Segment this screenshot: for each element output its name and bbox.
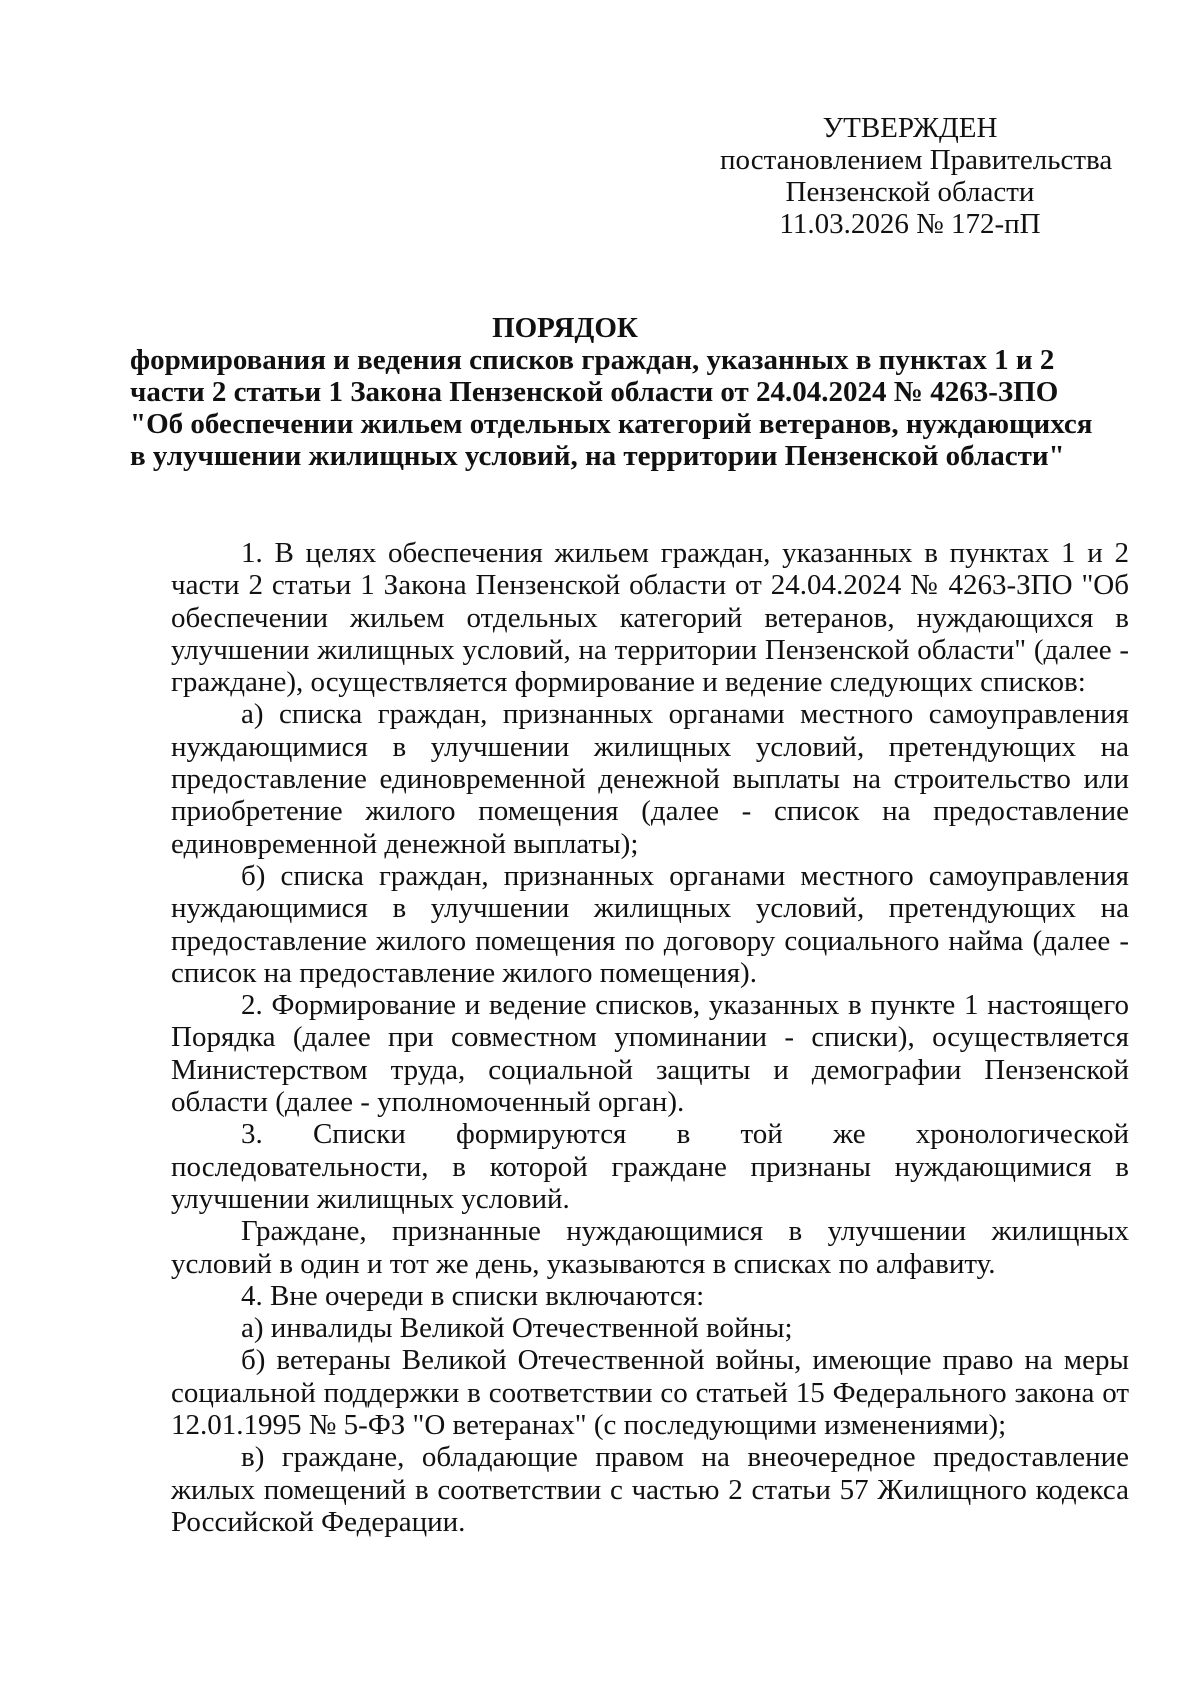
paragraph-4: 4. Вне очереди в списки включаются:: [241, 1279, 705, 1312]
document-subtitle-line: части 2 статьи 1 Закона Пензенской области от 24.04.2024 № 4263-ЗПО: [130, 376, 1059, 408]
paragraph-4b: б) ветераны Великой Отечественной войны, имеющие право на меры социальной поддержки в соответствии со статьей 15 Федерального закона от 12.01.1995 № 5-ФЗ "О ветеранах" (с последующими изменениями);: [171, 1344, 1129, 1442]
document-heading: ПОРЯДОК: [492, 312, 638, 344]
approval-line-approved: УТВЕРЖДЕН: [822, 112, 998, 144]
document-subtitle-line: формирования и ведения списков граждан, указанных в пунктах 1 и 2: [130, 344, 1055, 376]
paragraph-3: 3. Списки формируются в той же хронологической последовательности, в которой граждане признаны нуждающимися в улучшении жилищных условий.: [171, 1118, 1129, 1215]
approval-line-region: Пензенской области: [785, 176, 1035, 208]
paragraph-4a: а) инвалиды Великой Отечественной войны;: [241, 1312, 793, 1345]
paragraph-2: 2. Формирование и ведение списков, указанных в пункте 1 настоящего Порядка (далее при совместном упоминании - списки), осуществляется Министерством труда, социальной защиты и демографии Пензенской области (далее - уполномоченный орган).: [171, 989, 1129, 1119]
paragraph-4c: в) граждане, обладающие правом на внеочередное предоставление жилых помещений в соответствии с частью 2 статьи 57 Жилищного кодекса Российской Федерации.: [171, 1441, 1129, 1538]
document-title-block: [130, 312, 1093, 472]
approval-line-resolution: постановлением Правительства: [720, 144, 1113, 176]
approval-line-date-number: 11.03.2026 № 172-пП: [779, 208, 1041, 240]
paragraph-1a: а) списка граждан, признанных органами местного самоуправления нуждающимися в улучшении жилищных условий, претендующих на предоставление единовременной денежной выплаты на строительство или приобретение жилого помещения (далее - список на предоставление единовременной денежной выплаты);: [171, 698, 1129, 860]
paragraph-1b: б) списка граждан, признанных органами местного самоуправления нуждающимися в улучшении жилищных условий, претендующих на предоставление жилого помещения по договору социального найма (далее - список на предоставление жилого помещения).: [171, 859, 1129, 989]
paragraph-1: 1. В целях обеспечения жильем граждан, указанных в пунктах 1 и 2 части 2 статьи 1 Закона Пензенской области от 24.04.2024 № 4263-ЗПО "Об обеспечении жильем отдельных категорий ветеранов, нуждающихся в улучшении жилищных условий, на территории Пензенской области" (далее - граждане), осуществляется формирование и ведение следующих списков:: [171, 537, 1129, 699]
document-subtitle-line: в улучшении жилищных условий, на территории Пензенской области": [130, 440, 1065, 472]
approval-stamp: [720, 112, 1113, 240]
document-subtitle-line: "Об обеспечении жильем отдельных категорий ветеранов, нуждающихся: [130, 408, 1093, 440]
paragraph-3-cont: Граждане, признанные нуждающимися в улучшении жилищных условий в один и тот же день, указываются в списках по алфавиту.: [171, 1215, 1129, 1280]
document-body: [171, 537, 1129, 1538]
